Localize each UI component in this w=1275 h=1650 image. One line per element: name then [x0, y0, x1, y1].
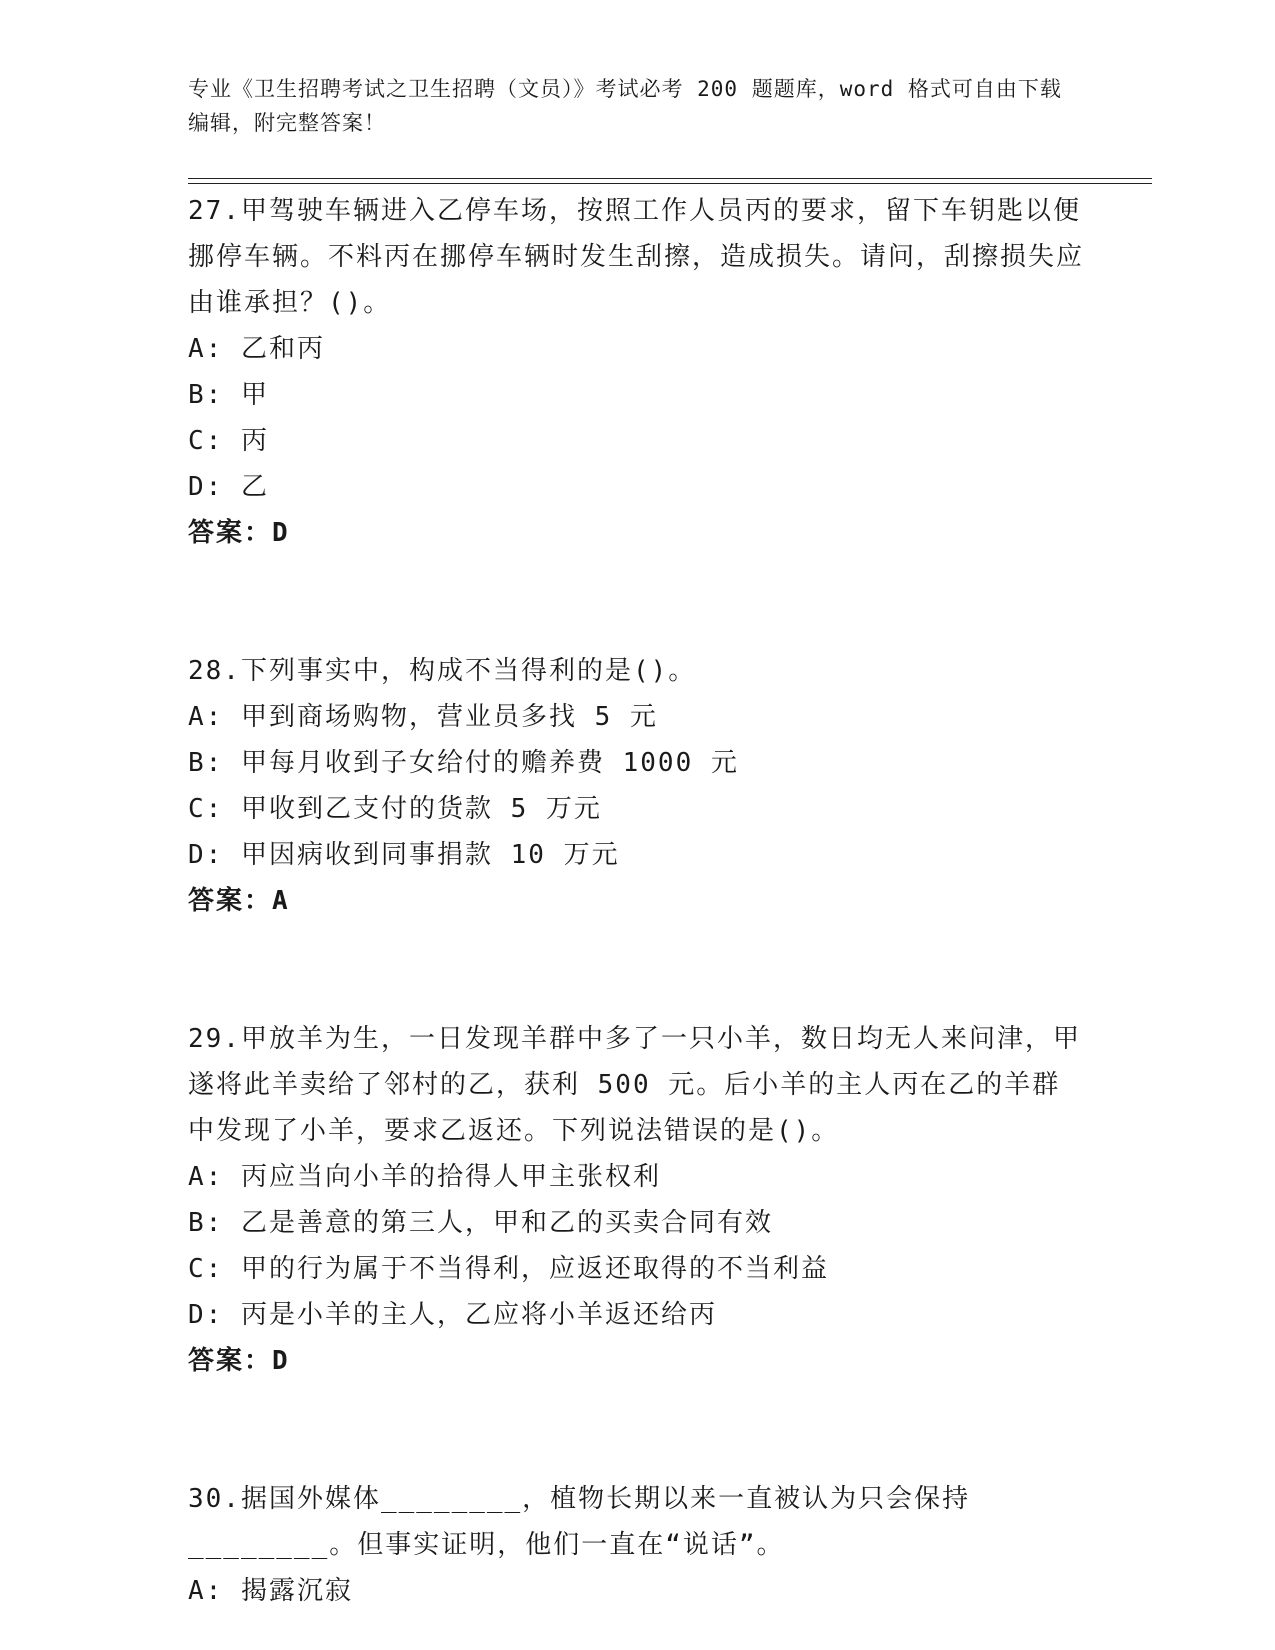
question-text: 27.甲驾驶车辆进入乙停车场，按照工作人员丙的要求，留下车钥匙以便挪停车辆。不料丙在挪停车辆时发生刮擦，造成损失。请问，刮擦损失应由谁承担？()。: [188, 196, 1085, 318]
option-a: A: 揭露沉寂: [188, 1576, 353, 1606]
option-c: C: 丙: [188, 426, 269, 456]
answer-label: 答案：D: [188, 1346, 290, 1376]
question-text: 30.据国外媒体________，植物长期以来一直被认为只会保持________。但事实证明，他们一直在“说话”。: [188, 1484, 971, 1560]
question-29: [188, 1016, 1088, 1384]
option-d: D: 丙是小羊的主人，乙应将小羊返还给丙: [188, 1300, 717, 1330]
question-30: [188, 1476, 1088, 1614]
option-c: C: 甲收到乙支付的货款 5 万元: [188, 794, 602, 824]
option-b: B: 乙是善意的第三人，甲和乙的买卖合同有效: [188, 1208, 773, 1238]
option-b: B: 甲每月收到子女给付的赡养费 1000 元: [188, 748, 739, 778]
question-28: [188, 648, 1088, 924]
header-divider-top: [188, 178, 1152, 179]
option-d: D: 甲因病收到同事捐款 10 万元: [188, 840, 620, 870]
option-b: B: 甲: [188, 380, 269, 410]
question-text: 28.下列事实中，构成不当得利的是()。: [188, 656, 697, 686]
answer-label: 答案：A: [188, 886, 290, 916]
option-c: C: 甲的行为属于不当得利，应返还取得的不当利益: [188, 1254, 829, 1284]
option-a: A: 甲到商场购物，营业员多找 5 元: [188, 702, 658, 732]
question-list: [188, 188, 1088, 1614]
question-text: 29.甲放羊为生，一日发现羊群中多了一只小羊，数日均无人来问津，甲遂将此羊卖给了邻村的乙，获利 500 元。后小羊的主人丙在乙的羊群中发现了小羊，要求乙返还。下列说法错误的是()。: [188, 1024, 1081, 1146]
header-divider-bottom: [188, 183, 1152, 184]
option-a: A: 丙应当向小羊的拾得人甲主张权利: [188, 1162, 661, 1192]
option-a: A: 乙和丙: [188, 334, 325, 364]
answer-label: 答案：D: [188, 518, 290, 548]
question-27: [188, 188, 1088, 556]
option-d: D: 乙: [188, 472, 269, 502]
document-header: 专业《卫生招聘考试之卫生招聘（文员）》考试必考 200 题题库，word 格式可自由下载编辑，附完整答案！: [188, 77, 1062, 135]
